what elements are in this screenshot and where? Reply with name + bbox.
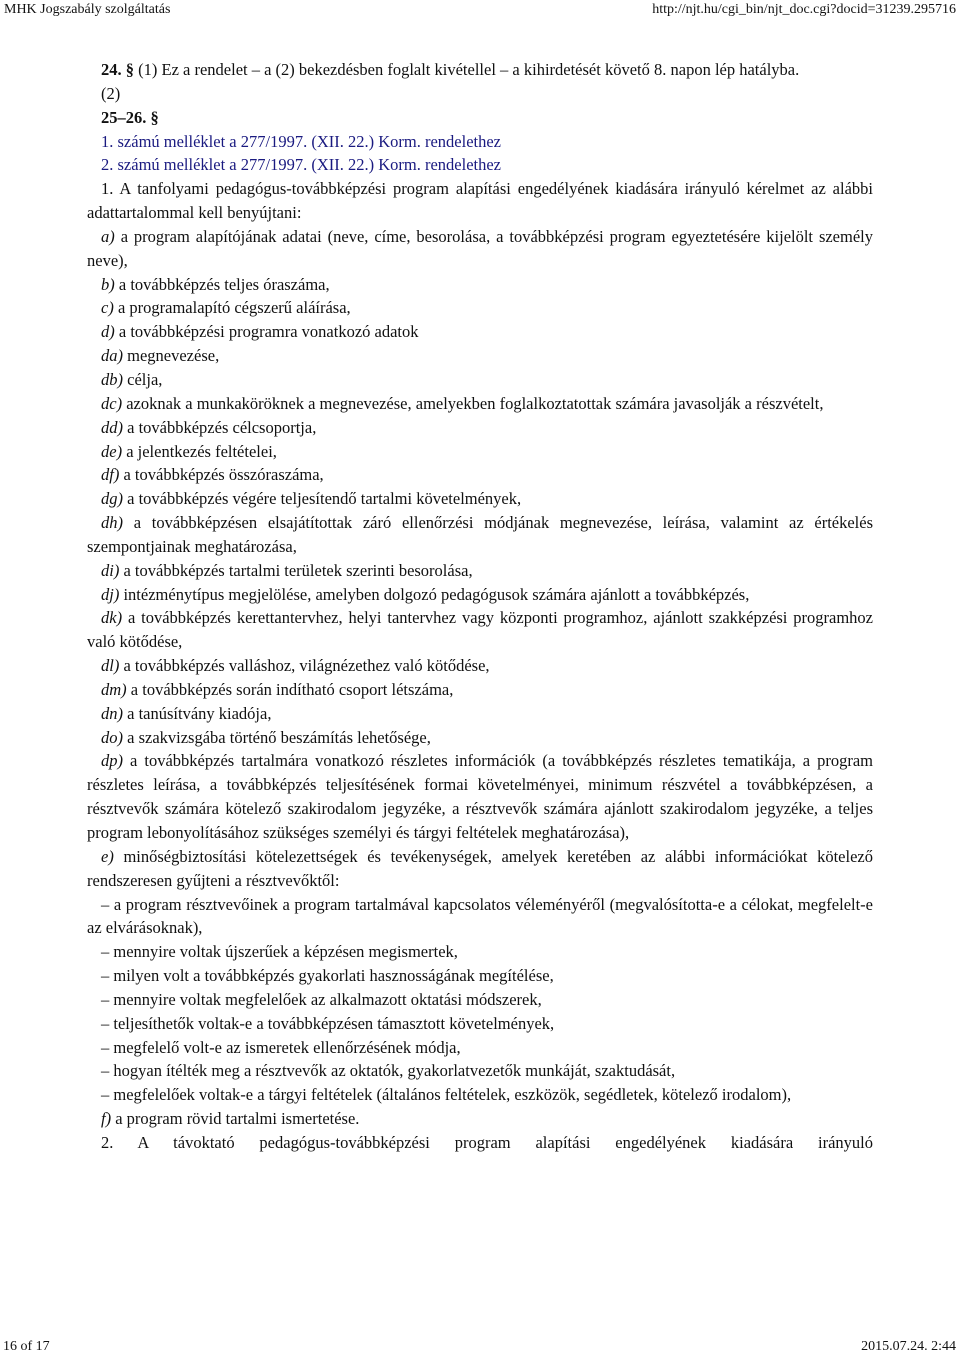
list-item xyxy=(87,654,873,678)
item-text: a továbbképzés összóraszáma, xyxy=(123,465,324,485)
item-key: de) xyxy=(101,441,123,461)
section-25-26 xyxy=(87,106,873,130)
annex-2-link[interactable] xyxy=(87,153,873,177)
section-24-text: (1) Ez a rendelet – a (2) bekezdésben foglalt kivétellel – a kihirdetését követő 8. napon lép hatályba. xyxy=(138,60,800,79)
item-key: b) xyxy=(101,274,115,294)
list-item xyxy=(87,296,873,320)
item-text: célja, xyxy=(127,369,163,389)
annex-2-link-text[interactable]: 2. számú melléklet a 277/1997. (XII. 22.) Korm. rendelethez xyxy=(101,155,501,175)
list-item xyxy=(87,368,873,392)
item-text: a tanúsítvány kiadója, xyxy=(127,703,272,723)
item-key: dk) xyxy=(101,608,123,628)
list-item xyxy=(87,845,873,893)
item-text: megnevezése, xyxy=(127,346,220,366)
list-item-f xyxy=(87,1107,873,1131)
browser-print-header xyxy=(0,0,960,20)
section-24-paragraph-2: (2) xyxy=(101,83,121,103)
item-key: f) xyxy=(101,1109,112,1129)
item-text: a programalapító cégszerű aláírása, xyxy=(117,298,351,318)
item-key: da) xyxy=(101,346,123,366)
annex-2-item-2: 2. A távoktató pedagógus-továbbképzési program alapítási engedélyének kiadására irányuló xyxy=(101,1132,873,1152)
item-text: azoknak a munkaköröknek a megnevezése, amelyekben foglalkoztatottak számára javasolják a részvételt, xyxy=(126,393,824,413)
item-key: dh) xyxy=(101,513,123,533)
item-text: intézménytípus megjelölése, amelyben dolgozó pedagógusok számára ajánlott a továbbképzés, xyxy=(123,584,750,604)
item-key: c) xyxy=(101,298,114,318)
item-key: do) xyxy=(101,727,123,747)
list-item xyxy=(87,225,873,273)
dash-item: – milyen volt a továbbképzés gyakorlati hasznosságának megítélése, xyxy=(101,966,554,986)
list-item xyxy=(87,678,873,702)
list-item xyxy=(87,726,873,750)
annex-2-item-1: 1. A tanfolyami pedagógus-továbbképzési program alapítási engedélyének kiadására irányuló kérelmet az alábbi adattartalommal kell benyújtani: xyxy=(87,179,873,223)
item-text: a továbbképzés kerettantervhez, helyi tantervhez vagy központi programhoz, ajánlott szakképzési programhoz való kötődése, xyxy=(87,608,873,652)
item-key: e) xyxy=(101,846,114,866)
list-item xyxy=(87,559,873,583)
list-item xyxy=(87,487,873,511)
section-24-number: 24. xyxy=(101,60,122,79)
item-text: a továbbképzés tartalmi területek szerinti besorolása, xyxy=(123,560,473,580)
list-item xyxy=(87,511,873,559)
dash-list xyxy=(87,893,873,1108)
item-text: a továbbképzés valláshoz, világnézethez való kötődése, xyxy=(123,656,490,676)
item-key: dg) xyxy=(101,489,123,509)
header-site-name: MHK Jogszabály szolgáltatás xyxy=(4,2,171,17)
document-body xyxy=(87,58,873,1155)
item-key: d) xyxy=(101,322,115,342)
browser-print-footer xyxy=(0,1338,960,1356)
item-text: a továbbképzés teljes óraszáma, xyxy=(118,274,330,294)
list-item xyxy=(87,440,873,464)
section-24 xyxy=(87,58,873,82)
item-key: df) xyxy=(101,465,120,485)
item-text: minőségbiztosítási kötelezettségek és tevékenységek, amelyek keretében az alábbi információkat kötelező rendszeresen gyűjteni a résztvevőktől: xyxy=(87,846,873,890)
list-item xyxy=(87,273,873,297)
list-item xyxy=(87,320,873,344)
dash-item: – megfelelőek voltak-e a tárgyi feltételek (általános feltételek, eszközök, segédletek, kötelező irodalom), xyxy=(101,1085,792,1105)
dash-item: – a program résztvevőinek a program tartalmával kapcsolatos véleményéről (megvalósította-e a célokat, megfelelt-e az elvárásoknak), xyxy=(87,894,873,938)
list-item xyxy=(87,344,873,368)
item-list xyxy=(87,225,873,893)
dash-item: – mennyire voltak megfelelőek az alkalmazott oktatási módszerek, xyxy=(101,989,542,1009)
item-text: a jelentkezés feltételei, xyxy=(126,441,277,461)
list-item xyxy=(87,583,873,607)
section-symbol: § xyxy=(125,60,134,79)
list-item xyxy=(87,463,873,487)
annex-1-link-text[interactable]: 1. számú melléklet a 277/1997. (XII. 22.) Korm. rendelethez xyxy=(101,131,501,151)
header-url: http://njt.hu/cgi_bin/njt_doc.cgi?docid=31239.295716 xyxy=(652,2,956,17)
item-text: a továbbképzési programra vonatkozó adatok xyxy=(118,322,419,342)
item-key: dp) xyxy=(101,751,123,771)
list-item xyxy=(87,702,873,726)
print-datetime: 2015.07.24. 2:44 xyxy=(861,1339,956,1354)
item-text: a továbbképzésen elsajátítottak záró ellenőrzési módjának megnevezése, leírása, valamint az értékelés szempontjainak meghatározása, xyxy=(87,513,874,556)
item-text: a továbbképzés tartalmára vonatkozó részletes információk (a továbbképzés részletes tematikája, a program részletes leírása, a továbbképzés teljesítésének formai követelményei, minimum részvétel a továbbképzésen, a résztvevők számára kötelező szakirodalom jegyzéke, a résztvevők számára ajánlott szakirodalom jegyzéke, a teljes program lebonyolításához szükséges személyi és tárgyi feltételek meghatározása), xyxy=(87,751,874,842)
page-number: 16 of 17 xyxy=(3,1339,50,1354)
item-text: a program alapítójának adatai (neve, címe, besorolása, a továbbképzési program egyeztetésére kijelölt személy neve), xyxy=(87,226,874,270)
item-key: dj) xyxy=(101,584,120,604)
annex-1-link[interactable] xyxy=(87,130,873,154)
list-item xyxy=(87,416,873,440)
dash-item: – megfelelő volt-e az ismeretek ellenőrzésének módja, xyxy=(101,1037,461,1057)
dash-item: – mennyire voltak újszerűek a képzésen megismertek, xyxy=(101,942,458,962)
item-key: dc) xyxy=(101,393,123,413)
section-25-26-number: 25–26. xyxy=(101,107,147,127)
item-key: di) xyxy=(101,560,120,580)
item-text: a program rövid tartalmi ismertetése. xyxy=(115,1109,360,1129)
dash-item: – teljesíthetők voltak-e a továbbképzésen támasztott követelmények, xyxy=(101,1013,555,1033)
list-item xyxy=(87,749,873,844)
item-key: dn) xyxy=(101,703,123,723)
item-key: db) xyxy=(101,369,123,389)
item-key: dm) xyxy=(101,679,127,699)
item-text: a továbbképzés végére teljesítendő tartalmi követelmények, xyxy=(127,489,522,509)
item-key: a) xyxy=(101,226,115,246)
item-key: dd) xyxy=(101,417,123,437)
list-item xyxy=(87,392,873,416)
dash-item: – hogyan ítélték meg a résztvevők az oktatók, gyakorlatvezetők munkáját, szaktudását, xyxy=(101,1061,676,1081)
list-item xyxy=(87,606,873,654)
section-symbol: § xyxy=(150,107,159,127)
item-text: a továbbképzés során indítható csoport létszáma, xyxy=(130,679,454,699)
item-key: dl) xyxy=(101,656,120,676)
item-text: a továbbképzés célcsoportja, xyxy=(127,417,317,437)
item-text: a szakvizsgába történő beszámítás lehetősége, xyxy=(127,727,431,747)
